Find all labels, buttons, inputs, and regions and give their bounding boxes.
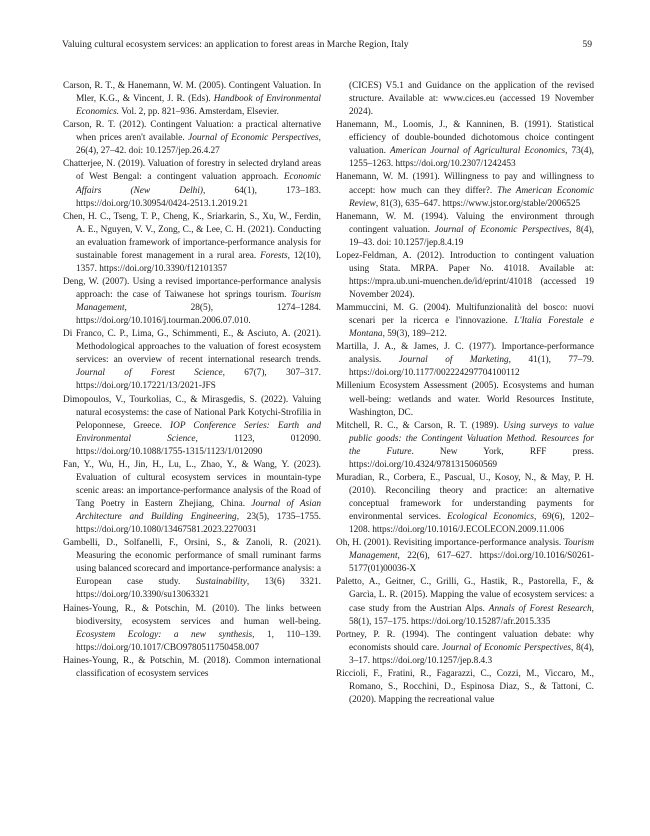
reference-entry	[63, 603, 321, 655]
reference-details: , 58(1), 157–175. https://doi.org/10.15287/afr.2015.335	[349, 603, 594, 627]
reference-entry	[336, 537, 594, 576]
reference-entry	[63, 276, 321, 328]
reference-entry	[63, 655, 321, 681]
reference-entry	[336, 302, 594, 341]
reference-entry	[63, 537, 321, 602]
reference-source-title: Forests	[260, 250, 288, 261]
reference-entry	[336, 211, 594, 250]
reference-details: , 73(4), 1255–1263. https://doi.org/10.2307/1242453	[349, 146, 594, 170]
reference-text: Mitchell, R. C., & Carson, R. T. (1989).	[336, 420, 504, 431]
reference-entry	[336, 380, 594, 419]
reference-source-title: IOP Conference Series: Earth and Environmental Science	[76, 420, 321, 444]
reference-text: Hanemann, M., Loomis, J., & Kanninen, B. (1991). Statistical efficiency of double-bounded dichotomous choice contingent valuation.	[336, 120, 594, 157]
reference-text: (CICES) V5.1 and Guidance on the application of the revised structure. Available at: www.cices.eu (accessed 19 November 2024).	[349, 81, 594, 118]
reference-source-title: Handbook of Environmental Economics.	[76, 94, 321, 118]
reference-text: Chatterjee, N. (2019). Valuation of forestry in selected dryland areas of West Bengal: a contingent valuation approach.	[63, 159, 321, 183]
reference-entry	[336, 250, 594, 302]
reference-text: Di Franco, C. P., Lima, G., Schimmenti, E., & Asciuto, A. (2021). Methodological approaches to the valuation of forest ecosystem services: an overview of recent international research trends.	[63, 329, 321, 366]
reference-entry	[336, 420, 594, 472]
reference-entry	[63, 394, 321, 459]
reference-source-title: Journal of Economic Perspectives	[442, 642, 571, 653]
reference-text: Deng, W. (2007). Using a revised importance-performance analysis approach: the case of Taiwanese hot springs tourism.	[63, 276, 321, 300]
reference-details: , 64(1), 173–183. https://doi.org/10.30954/0424-2513.1.2019.21	[76, 185, 321, 209]
reference-text: Millenium Ecosystem Assessment (2005). Ecosystems and human well-being: wetlands and water. World Resources Institute, Washington, DC.	[336, 381, 594, 418]
reference-entry	[63, 80, 321, 119]
reference-text: Muradian, R., Corbera, E., Pascual, U., Kosoy, N., & May, P. H. (2010). Reconciling theory and practice: an alternative conceptual framework for understanding payments for environmental services.	[336, 472, 594, 523]
reference-text: Carson, R. T. (2012). Contingent Valuation: a practical alternative when prices aren't available.	[63, 120, 321, 144]
reference-source-title: Journal of Economic Perspectives	[434, 224, 570, 235]
reference-details: , 8(4), 19–43. doi: 10.1257/jep.8.4.19	[349, 224, 594, 248]
reference-entry	[336, 171, 594, 210]
reference-details: Vol. 2, pp. 821–936. Amsterdam, Elsevier.	[119, 107, 279, 118]
reference-entry	[336, 119, 594, 171]
reference-details: , 1123, 012090. https://doi.org/10.1088/1755-1315/1123/1/012090	[76, 433, 321, 457]
reference-source-title: American Journal of Agricultural Economics	[389, 146, 566, 157]
reference-text: Martilla, J. A., & James, J. C. (1977). Importance-performance analysis.	[336, 342, 594, 366]
reference-details: , 1, 110–139. https://doi.org/10.1017/CBO9780511750458.007	[76, 629, 321, 653]
reference-details: , 13(6) 3321. https://doi.org/10.3390/su13063321	[76, 577, 321, 601]
reference-details: , 81(3), 635–647. https://www.jstor.org/stable/2006525	[375, 198, 581, 209]
reference-text: Haines-Young, R., & Potschin, M. (2010). The links between biodiversity, ecosystem services and human well-being.	[63, 603, 321, 627]
reference-source-title: L'Italia Forestale e Montana	[349, 316, 594, 340]
reference-details: , 59(3), 189–212.	[382, 329, 447, 340]
reference-text: Chen, H. C., Tseng, T. P., Cheng, K., Sriarkarin, S., Xu, W., Ferdin, A. E., Nguyen, V. V., Zong, C., & Lee, C. H. (2021). Conducting an evaluation framework of importance-performance analysis for sustainable forest management in a rural area.	[63, 211, 321, 261]
references-right-column	[336, 80, 594, 707]
reference-source-title: Journal of Economic Perspectives	[188, 133, 319, 144]
reference-text: Fan, Y., Wu, H., Jin, H., Lu, L., Zhao, Y., & Wang, Y. (2023). Evaluation of cultural ecosystem services in mountain-type scenic areas: an importance-performance analysis of the Road of Tang Poetry in Eastern Zhejiang, China.	[63, 459, 321, 509]
reference-text: Lopez-Feldman, A. (2012). Introduction to contingent valuation using Stata. MRPA. Paper No. 41018. Available at: https://mpra.ub.uni-muenchen.de/id/eprint/41018 (accessed 19 November 2024).	[336, 250, 594, 300]
reference-entry	[336, 341, 594, 380]
reference-details: , 28(5), 1274–1284. https://doi.org/10.1016/j.tourman.2006.07.010.	[76, 303, 321, 327]
reference-text: Haines-Young, R., & Potschin, M. (2018). Common international classification of ecosystem services	[63, 655, 321, 679]
reference-source-title: Economic Affairs (New Delhi)	[76, 172, 321, 196]
reference-source-title: Tourism Management	[349, 538, 594, 562]
reference-text: Hanemann, W. M. (1991). Willingness to pay and willingness to accept: how much can they differ?.	[336, 172, 594, 196]
reference-text: Riccioli, F., Fratini, R., Fagarazzi, C., Cozzi, M., Viccaro, M., Romano, S., Rocchini, D., Espinosa Diaz, S., & Tattoni, C. (2020). Mapping the recreational value	[336, 668, 594, 705]
reference-details: , 26(4), 27–42. doi: 10.1257/jep.26.4.27	[76, 133, 321, 157]
reference-source-title: Journal of Marketing	[398, 355, 509, 366]
reference-entry	[336, 668, 594, 707]
running-title: Valuing cultural ecosystem services: an application to forest areas in Marche Region, Italy	[62, 39, 409, 50]
reference-details: , 41(1), 77–79. https://doi.org/10.1177/002224297704100112	[349, 355, 594, 379]
reference-source-title: Annals of Forest Research	[488, 603, 592, 614]
reference-text: Hanemann, W. M. (1994). Valuing the environment through contingent valuation.	[336, 211, 594, 235]
reference-entry	[63, 119, 321, 158]
reference-source-title: Journal of Asian Architecture and Building Engineering	[76, 499, 321, 523]
reference-details: , 22(6), 617–627. https://doi.org/10.1016/S0261-5177(01)00036-X	[349, 551, 594, 575]
reference-details: . New York, RFF press. https://doi.org/10.4324/9781315060569	[349, 446, 594, 470]
reference-details: , 8(4), 3–17. https://doi.org/10.1257/jep.8.4.3	[349, 642, 594, 666]
reference-source-title: The American Economic Review	[349, 185, 594, 209]
reference-text: Oh, H. (2001). Revisiting importance-performance analysis.	[336, 538, 564, 549]
reference-text: Portney, P. R. (1994). The contingent valuation debate: why economists should care.	[336, 629, 594, 653]
reference-entry	[63, 328, 321, 393]
reference-details: , 67(7), 307–317. https://doi.org/10.17221/13/2021-JFS	[76, 368, 321, 392]
reference-source-title: Journal of Forest Science	[76, 368, 223, 379]
reference-entry	[63, 211, 321, 276]
references-left-column	[63, 80, 321, 681]
reference-details: , 23(5), 1735–1755. https://doi.org/10.1080/13467581.2023.2270031	[76, 512, 321, 536]
reference-source-title: Ecosystem Ecology: a new synthesis	[76, 629, 253, 640]
reference-entry	[336, 472, 594, 537]
reference-source-title: Ecological Economics	[446, 512, 534, 523]
reference-entry	[63, 158, 321, 210]
reference-entry	[63, 459, 321, 537]
reference-details: , 69(6), 1202–1208. https://doi.org/10.1016/J.ECOLECON.2009.11.006	[349, 512, 594, 536]
reference-entry	[336, 576, 594, 628]
reference-entry	[336, 80, 594, 119]
reference-source-title: Sustainability	[195, 577, 247, 588]
reference-text: Paletto, A., Geitner, C., Grilli, G., Hastik, R., Pastorella, F., & Garcìa, L. R. (2015). Mapping the value of ecosystem services: a case study from the Austrian Alps.	[336, 577, 594, 614]
reference-text: Mammuccini, M. G. (2004). Multifunzionalità del bosco: nuovi scenari per la ricerca e l'innovazione.	[336, 303, 594, 327]
reference-source-title: Using surveys to value public goods: the Contingent Valuation Method. Resources for the Future	[349, 420, 594, 457]
reference-source-title: Tourism Management	[76, 290, 321, 314]
reference-text: Gambelli, D., Solfanelli, F., Orsini, S., & Zanoli, R. (2021). Measuring the economic performance of small ruminant farms using balanced scorecard and importance-performance analysis: a European case study.	[63, 538, 321, 588]
reference-details: , 12(10), 1357. https://doi.org/10.3390/f12101357	[76, 250, 321, 274]
page-number: 59	[582, 39, 592, 50]
reference-entry	[336, 629, 594, 668]
reference-text: Carson, R. T., & Hanemann, W. M. (2005). Contingent Valuation. In Mler, K.G., & Vincent, J. R. (Eds).	[63, 81, 321, 105]
reference-text: Dimopoulos, V., Tourkolias, C., & Mirasgedis, S. (2022). Valuing natural ecosystems: the case of National Park Kotychi-Strofilia in Peloponnese, Greece.	[63, 394, 321, 431]
